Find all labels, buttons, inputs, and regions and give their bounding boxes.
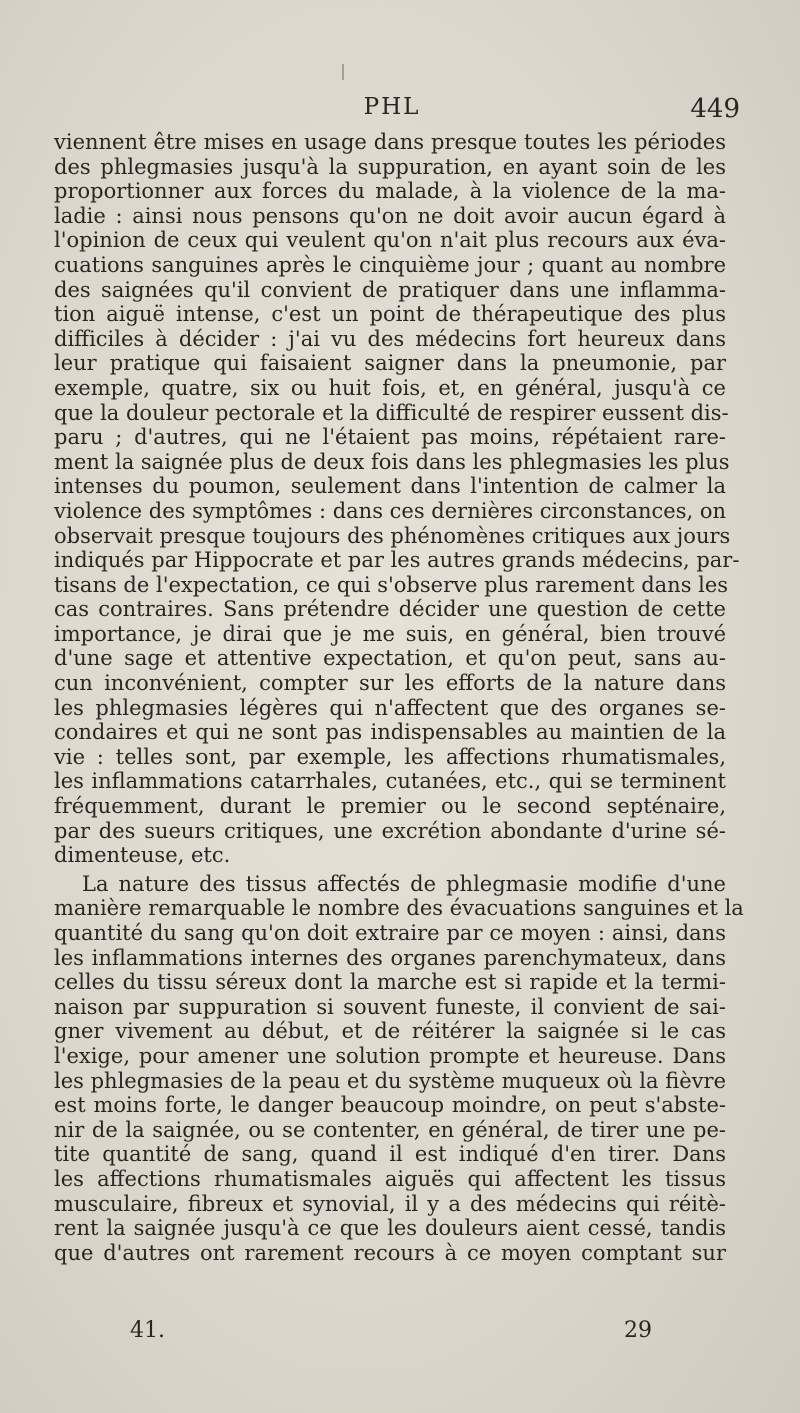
text-line: des phlegmasies jusqu'à la suppuration, en ayant soin de les (54, 154, 726, 179)
text-line: exemple, quatre, six ou huit fois, et, en général, jusqu'à ce (54, 375, 726, 400)
text-line: cun inconvénient, compter sur les efforts de la nature dans (54, 671, 726, 696)
text-line: musculaire, fibreux et synovial, il y a des médecins qui réitè- (54, 1191, 726, 1216)
text-line: proportionner aux forces du malade, à la violence de la ma- (54, 179, 726, 204)
paper-mark (342, 64, 344, 80)
body-text (54, 130, 744, 1265)
text-line: l'opinion de ceux qui veulent qu'on n'ait plus recours aux éva- (54, 228, 726, 253)
text-line: tisans de l'expectation, ce qui s'observe plus rarement dans les (54, 572, 729, 597)
page-number: 449 (690, 94, 740, 124)
text-line: celles du tissu séreux dont la marche est si rapide et la termi- (54, 970, 726, 995)
text-line: indiqués par Hippocrate et par les autres grands médecins, par- (54, 548, 740, 573)
text-line: que la douleur pectorale et la difficulté de respirer eussent dis- (54, 400, 729, 425)
text-line: condaires et qui ne sont pas indispensables au maintien de la (54, 720, 726, 745)
text-line: importance, je dirai que je me suis, en général, bien trouvé (54, 621, 726, 646)
text-line: paru ; d'autres, qui ne l'étaient pas moins, répétaient rare- (54, 425, 726, 450)
text-line: ladie : ainsi nous pensons qu'on ne doit avoir aucun égard à (54, 203, 726, 228)
text-line: nir de la saignée, ou se contenter, en général, de tirer une pe- (54, 1117, 726, 1142)
footer-mark: 29 (624, 1318, 652, 1343)
text-line: gner vivement au début, et de réitérer la saignée si le cas (54, 1019, 726, 1044)
text-line: violence des symptômes : dans ces dernières circonstances, on (54, 498, 726, 523)
page-footer (52, 1318, 732, 1352)
text-line: viennent être mises en usage dans presque toutes les périodes (54, 130, 726, 154)
text-line: les affections rhumatismales aiguës qui affectent les tissus (54, 1166, 726, 1191)
paragraph (54, 130, 740, 868)
text-line: les inflammations internes des organes parenchymateux, dans (54, 945, 726, 970)
text-line: cuations sanguines après le cinquième jour ; quant au nombre (54, 252, 726, 277)
text-line: La nature des tissus affectés de phlegmasie modifie d'une (82, 871, 726, 896)
page-header (52, 92, 740, 126)
text-line: des saignées qu'il convient de pratiquer dans une inflamma- (54, 277, 726, 302)
text-line: par des sueurs critiques, une excrétion abondante d'urine sé- (54, 818, 726, 843)
text-line: que d'autres ont rarement recours à ce moyen comptant sur (54, 1240, 726, 1265)
running-head: PHL (363, 94, 421, 120)
text-line: dimenteuse, etc. (54, 843, 231, 868)
text-line: ment la saignée plus de deux fois dans les phlegmasies les plus (54, 449, 730, 474)
text-line: cas contraires. Sans prétendre décider une question de cette (54, 597, 726, 622)
text-line: observait presque toujours des phénomènes critiques aux jours (54, 523, 731, 548)
paragraph (54, 871, 744, 1266)
text-line: tite quantité de sang, quand il est indiqué d'en tirer. Dans (54, 1142, 726, 1167)
text-line: rent la saignée jusqu'à ce que les douleurs aient cessé, tandis (54, 1216, 726, 1241)
text-line: l'exige, pour amener une solution prompte et heureuse. Dans (54, 1043, 726, 1068)
text-line: tion aiguë intense, c'est un point de thérapeutique des plus (54, 302, 726, 327)
text-line: vie : telles sont, par exemple, les affections rhumatismales, (54, 744, 726, 769)
text-line: quantité du sang qu'on doit extraire par ce moyen : ainsi, dans (54, 921, 726, 945)
text-line: est moins forte, le danger beaucoup moindre, on peut s'abste- (54, 1093, 726, 1118)
text-line: naison par suppuration si souvent funeste, il convient de sai- (54, 994, 726, 1019)
text-line: les phlegmasies de la peau et du système muqueux où la fièvre (54, 1068, 726, 1093)
text-line: d'une sage et attentive expectation, et qu'on peut, sans au- (54, 646, 726, 671)
text-line: intenses du poumon, seulement dans l'intention de calmer la (54, 474, 726, 499)
text-line: fréquemment, durant le premier ou le second septénaire, (54, 794, 726, 819)
text-line: leur pratique qui faisaient saigner dans la pneumonie, par (54, 351, 726, 376)
text-line: manière remarquable le nombre des évacuations sanguines et la (54, 896, 744, 921)
text-line: les inflammations catarrhales, cutanées, etc., qui se terminent (54, 769, 726, 794)
text-line: les phlegmasies légères qui n'affectent que des organes se- (54, 695, 726, 720)
signature-mark: 41. (130, 1318, 165, 1343)
text-line: difficiles à décider : j'ai vu des médecins fort heureux dans (54, 326, 726, 351)
